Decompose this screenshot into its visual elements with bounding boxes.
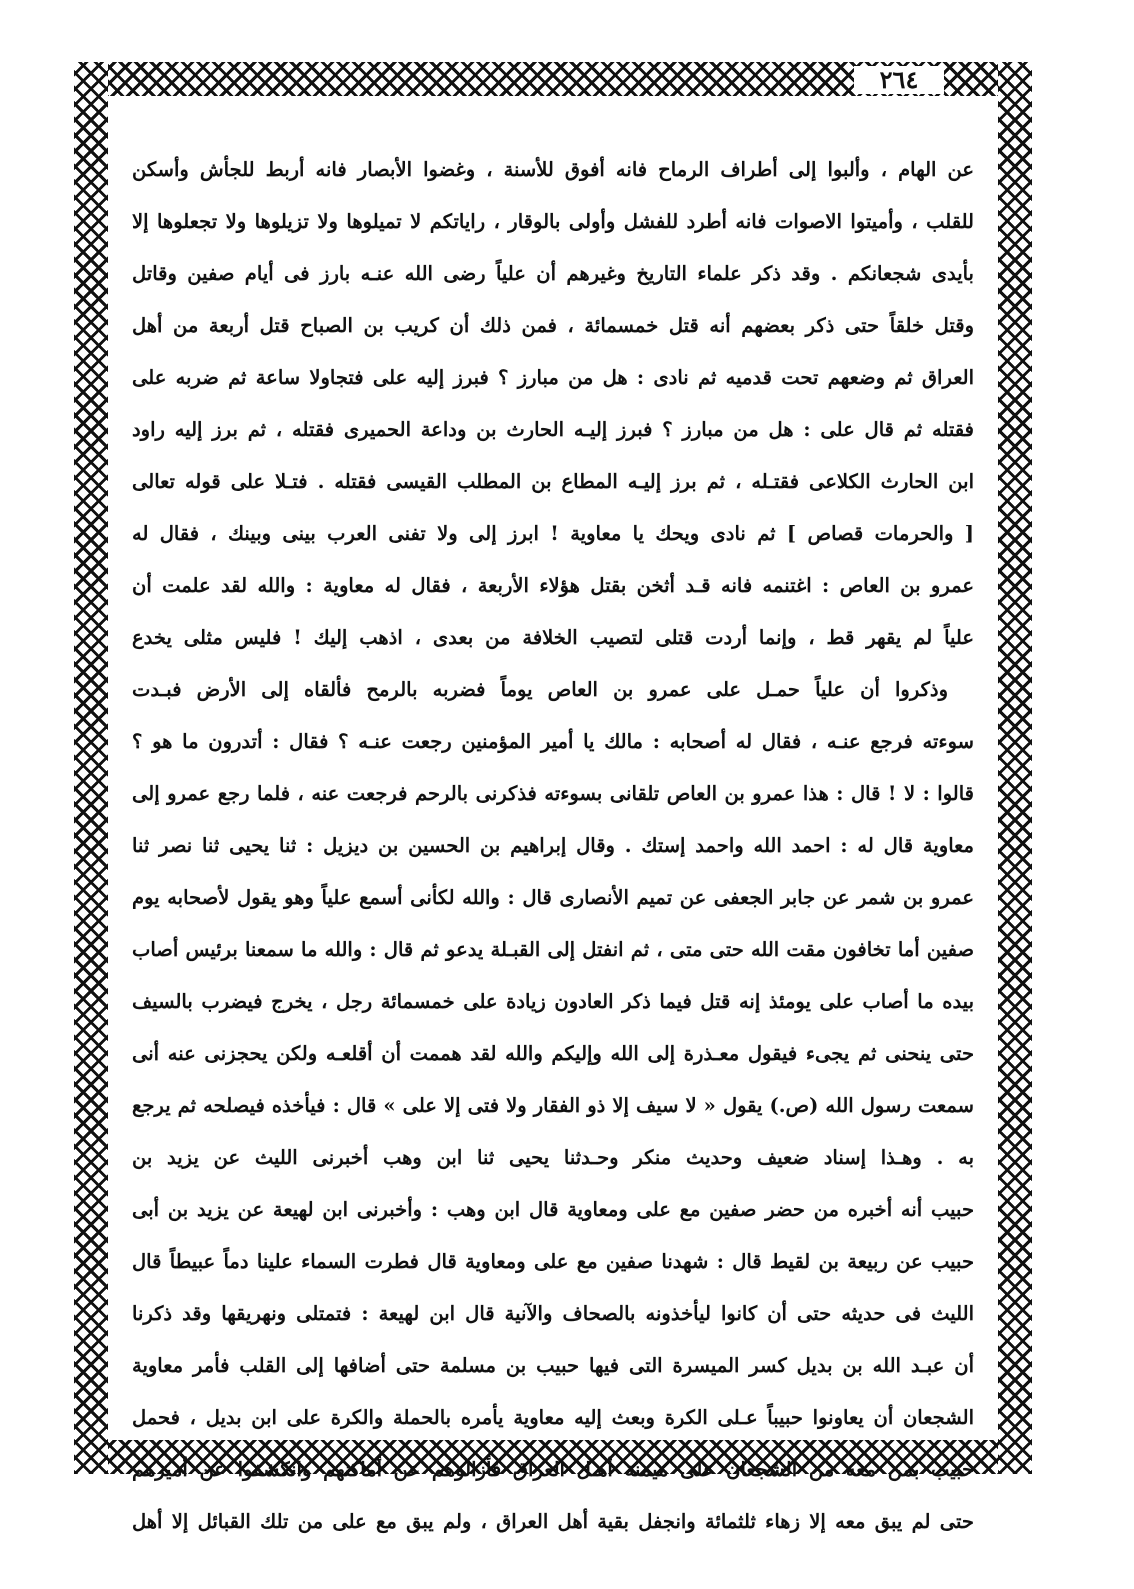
text-line: قالوا : لا ! قال : هذا عمرو بن العاص تلقانى بسوءته فذكرنى بالرحم فرجعت عنه ، فلما رجع عمرو إلى	[132, 782, 974, 805]
ornamental-frame	[74, 62, 1032, 1533]
text-line: وذكروا أن علياً حمـل على عمرو بن العاص يوماً فضربه بالرمح فألقاه إلى الأرض فبـدت	[132, 678, 948, 701]
text-line: ابن الحارث الكلاعى فقتـله ، ثم برز إليـه المطاع بن المطلب القيسى فقتله . فتـلا على قوله تعالى	[132, 470, 974, 493]
text-line: سمعت رسول الله (ص.) يقول « لا سيف إلا ذو الفقار ولا فتى إلا على » قال : فيأخذه فيصلحه ثم يرجع	[132, 1094, 974, 1117]
body-text	[132, 144, 974, 1548]
text-line: حبيب عن ربيعة بن لقيط قال : شهدنا صفين مع على ومعاوية قال فطرت السماء علينا دماً عبيطاً قال	[132, 1250, 974, 1273]
text-line: العراق ثم وضعهم تحت قدميه ثم نادى : هل من مبارز ؟ فبرز إليه على فتجاولا ساعة ثم ضربه على	[132, 366, 974, 389]
text-line: حتى لم يبق معه إلا زهاء ثلثمائة وانجفل بقية أهل العراق ، ولم يبق مع على من تلك القبائل إلا أهل	[132, 1510, 974, 1533]
text-line: الشجعان أن يعاونوا حبيباً عـلى الكرة وبعث إليه معاوية يأمره بالحملة والكرة على ابن بديل ، فحمل	[132, 1406, 974, 1429]
text-line: بيده ما أصاب على يومئذ إنه قتل فيما ذكر العادون زيادة على خمسمائة رجل ، يخرج فيضرب بالسيف	[132, 990, 974, 1013]
text-line: الليث فى حديثه حتى أن كانوا ليأخذونه بالصحاف والآنية قال ابن لهيعة : فتمتلى ونهريقها وقد ذكرنا	[132, 1302, 974, 1325]
text-line: عمرو بن العاص : اغتنمه فانه قـد أثخن بقتل هؤلاء الأربعة ، فقال له معاوية : والله لقد علمت أن	[132, 574, 974, 597]
ornamental-border-right	[998, 62, 1032, 1474]
page-number: ٢٦٤	[854, 66, 944, 94]
text-line: بأيدى شجعانكم . وقد ذكر علماء التاريخ وغيرهم أن علياً رضى الله عنـه بارز فى أيام صفين وقاتل	[132, 262, 974, 285]
text-line: للقلب ، وأميتوا الاصوات فانه أطرد للفشل وأولى بالوقار ، راياتكم لا تميلوها ولا تزيلوها ولا تجعلوها إلا	[132, 210, 974, 233]
text-line: علياً لم يقهر قط ، وإنما أردت قتلى لتصيب الخلافة من بعدى ، اذهب إليك ! فليس مثلى يخدع	[132, 626, 974, 649]
text-line: عمرو بن شمر عن جابر الجعفى عن تميم الأنصارى قال : والله لكأنى أسمع علياً وهو يقول لأصحابه يوم	[132, 886, 974, 909]
text-line: سوءته فرجع عنـه ، فقال له أصحابه : مالك يا أمير المؤمنين رجعت عنـه ؟ فقال : أتدرون ما هو ؟	[132, 730, 974, 753]
text-line: معاوية قال له : احمد الله واحمد إستك . وقال إبراهيم بن الحسين بن ديزيل : ثنا يحيى ثنا نصر ثنا	[132, 834, 974, 857]
text-line: [ والحرمات قصاص ] ثم نادى ويحك يا معاوية ! ابرز إلى ولا تفنى العرب بينى وبينك ، فقال له	[132, 522, 974, 545]
text-line: صفين أما تخافون مقت الله حتى متى ، ثم انفتل إلى القبـلة يدعو ثم قال : والله ما سمعنا برئيس أصاب	[132, 938, 974, 961]
text-line: حبيب بمن معه من الشجعان على ميمنة أهـل العراق فأزالوهم عن أماكنهم وانكشفوا عن أميرهم	[132, 1458, 974, 1481]
text-line: عن الهام ، وألبوا إلى أطراف الرماح فانه أفوق للأسنة ، وغضوا الأبصار فانه أربط للجأش وأسكن	[132, 158, 974, 181]
text-line: أن عبـد الله بن بديل كسر الميسرة التى فيها حبيب بن مسلمة حتى أضافها إلى القلب فأمر معاوية	[132, 1354, 974, 1377]
text-line: وقتل خلقاً حتى ذكر بعضهم أنه قتل خمسمائة ، فمن ذلك أن كريب بن الصباح قتل أربعة من أهل	[132, 314, 974, 337]
text-line: حتى ينحنى ثم يجىء فيقول معـذرة إلى الله وإليكم والله لقد هممت أن أقلعـه ولكن يحجزنى عنه أنى	[132, 1042, 974, 1065]
text-line: به . وهـذا إسناد ضعيف وحديث منكر وحـدثنا يحيى ثنا ابن وهب أخبرنى الليث عن يزيد بن	[132, 1146, 974, 1169]
text-line: حبيب أنه أخبره من حضر صفين مع على ومعاوية قال ابن وهب : وأخبرنى ابن لهيعة عن يزيد بن أبى	[132, 1198, 974, 1221]
text-line: فقتله ثم قال على : هل من مبارز ؟ فبرز إليـه الحارث بن وداعة الحميرى فقتله ، ثم برز إليه راود	[132, 418, 974, 441]
ornamental-border-left	[74, 62, 108, 1474]
